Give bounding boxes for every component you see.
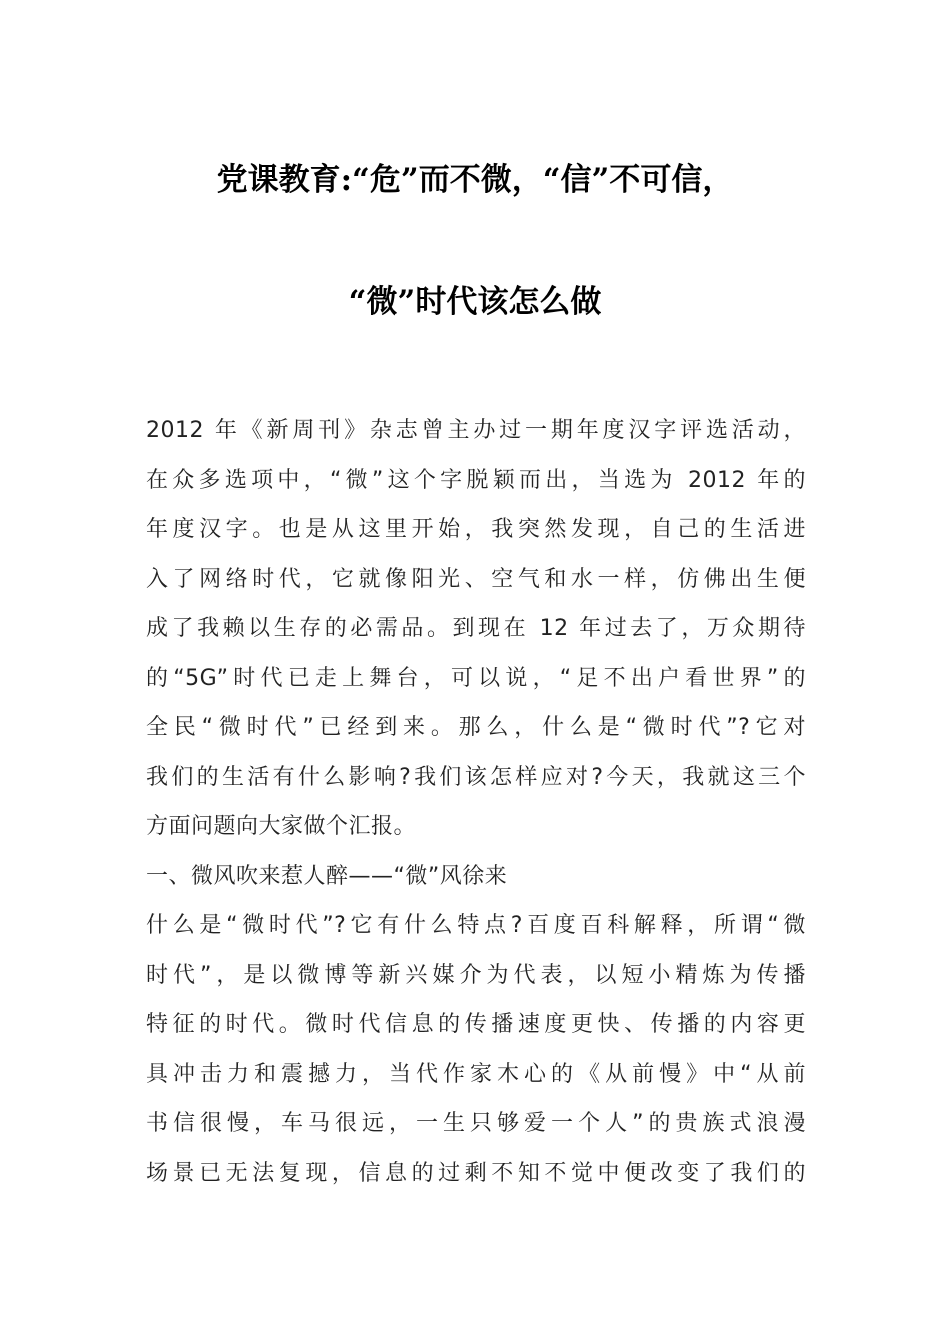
text-line: 全民“微时代”已经到来。那么，什么是“微时代”?它对 bbox=[146, 715, 806, 740]
text-line: 的“5G”时代已走上舞台，可以说，“足不出户看世界”的 bbox=[146, 665, 806, 691]
paragraph-definition bbox=[146, 901, 806, 1198]
document-title-line-2: “微”时代该怎么做 bbox=[348, 284, 602, 320]
text-line: 方面问题向大家做个汇报。 bbox=[146, 814, 417, 839]
text-line: 特征的时代。微时代信息的传播速度更快、传播的内容更 bbox=[146, 1012, 806, 1037]
text-line: 时代”，是以微博等新兴媒介为代表，以短小精炼为传播 bbox=[146, 962, 806, 988]
text-line: 在众多选项中，“微”这个字脱颖而出，当选为 2012 年的 bbox=[146, 467, 806, 493]
text-line: 入了网络时代，它就像阳光、空气和水一样，仿佛出生便 bbox=[146, 566, 806, 592]
document-title-line-1: 党课教育:“危”而不微，“信”不可信， bbox=[216, 162, 734, 198]
text-line: 场景已无法复现，信息的过剩不知不觉中便改变了我们的 bbox=[146, 1160, 806, 1186]
text-line: 成了我赖以生存的必需品。到现在 12 年过去了，万众期待 bbox=[146, 616, 806, 641]
text-line: 书信很慢，车马很远，一生只够爱一个人”的贵族式浪漫 bbox=[146, 1111, 806, 1136]
text-line: 2012 年《新周刊》杂志曾主办过一期年度汉字评选活动， bbox=[146, 418, 806, 443]
text-line: 具冲击力和震撼力，当代作家木心的《从前慢》中“从前 bbox=[146, 1061, 806, 1087]
text-line: 我们的生活有什么影响?我们该怎样应对?今天，我就这三个 bbox=[146, 764, 806, 790]
text-line: 年度汉字。也是从这里开始，我突然发现，自己的生活进 bbox=[146, 517, 806, 542]
paragraph-intro bbox=[146, 406, 806, 852]
document-body bbox=[146, 406, 806, 1198]
text-line: 什么是“微时代”?它有什么特点?百度百科解释，所谓“微 bbox=[146, 913, 806, 938]
section-heading: 一、微风吹来惹人醉——“微”风徐来 bbox=[146, 863, 508, 889]
